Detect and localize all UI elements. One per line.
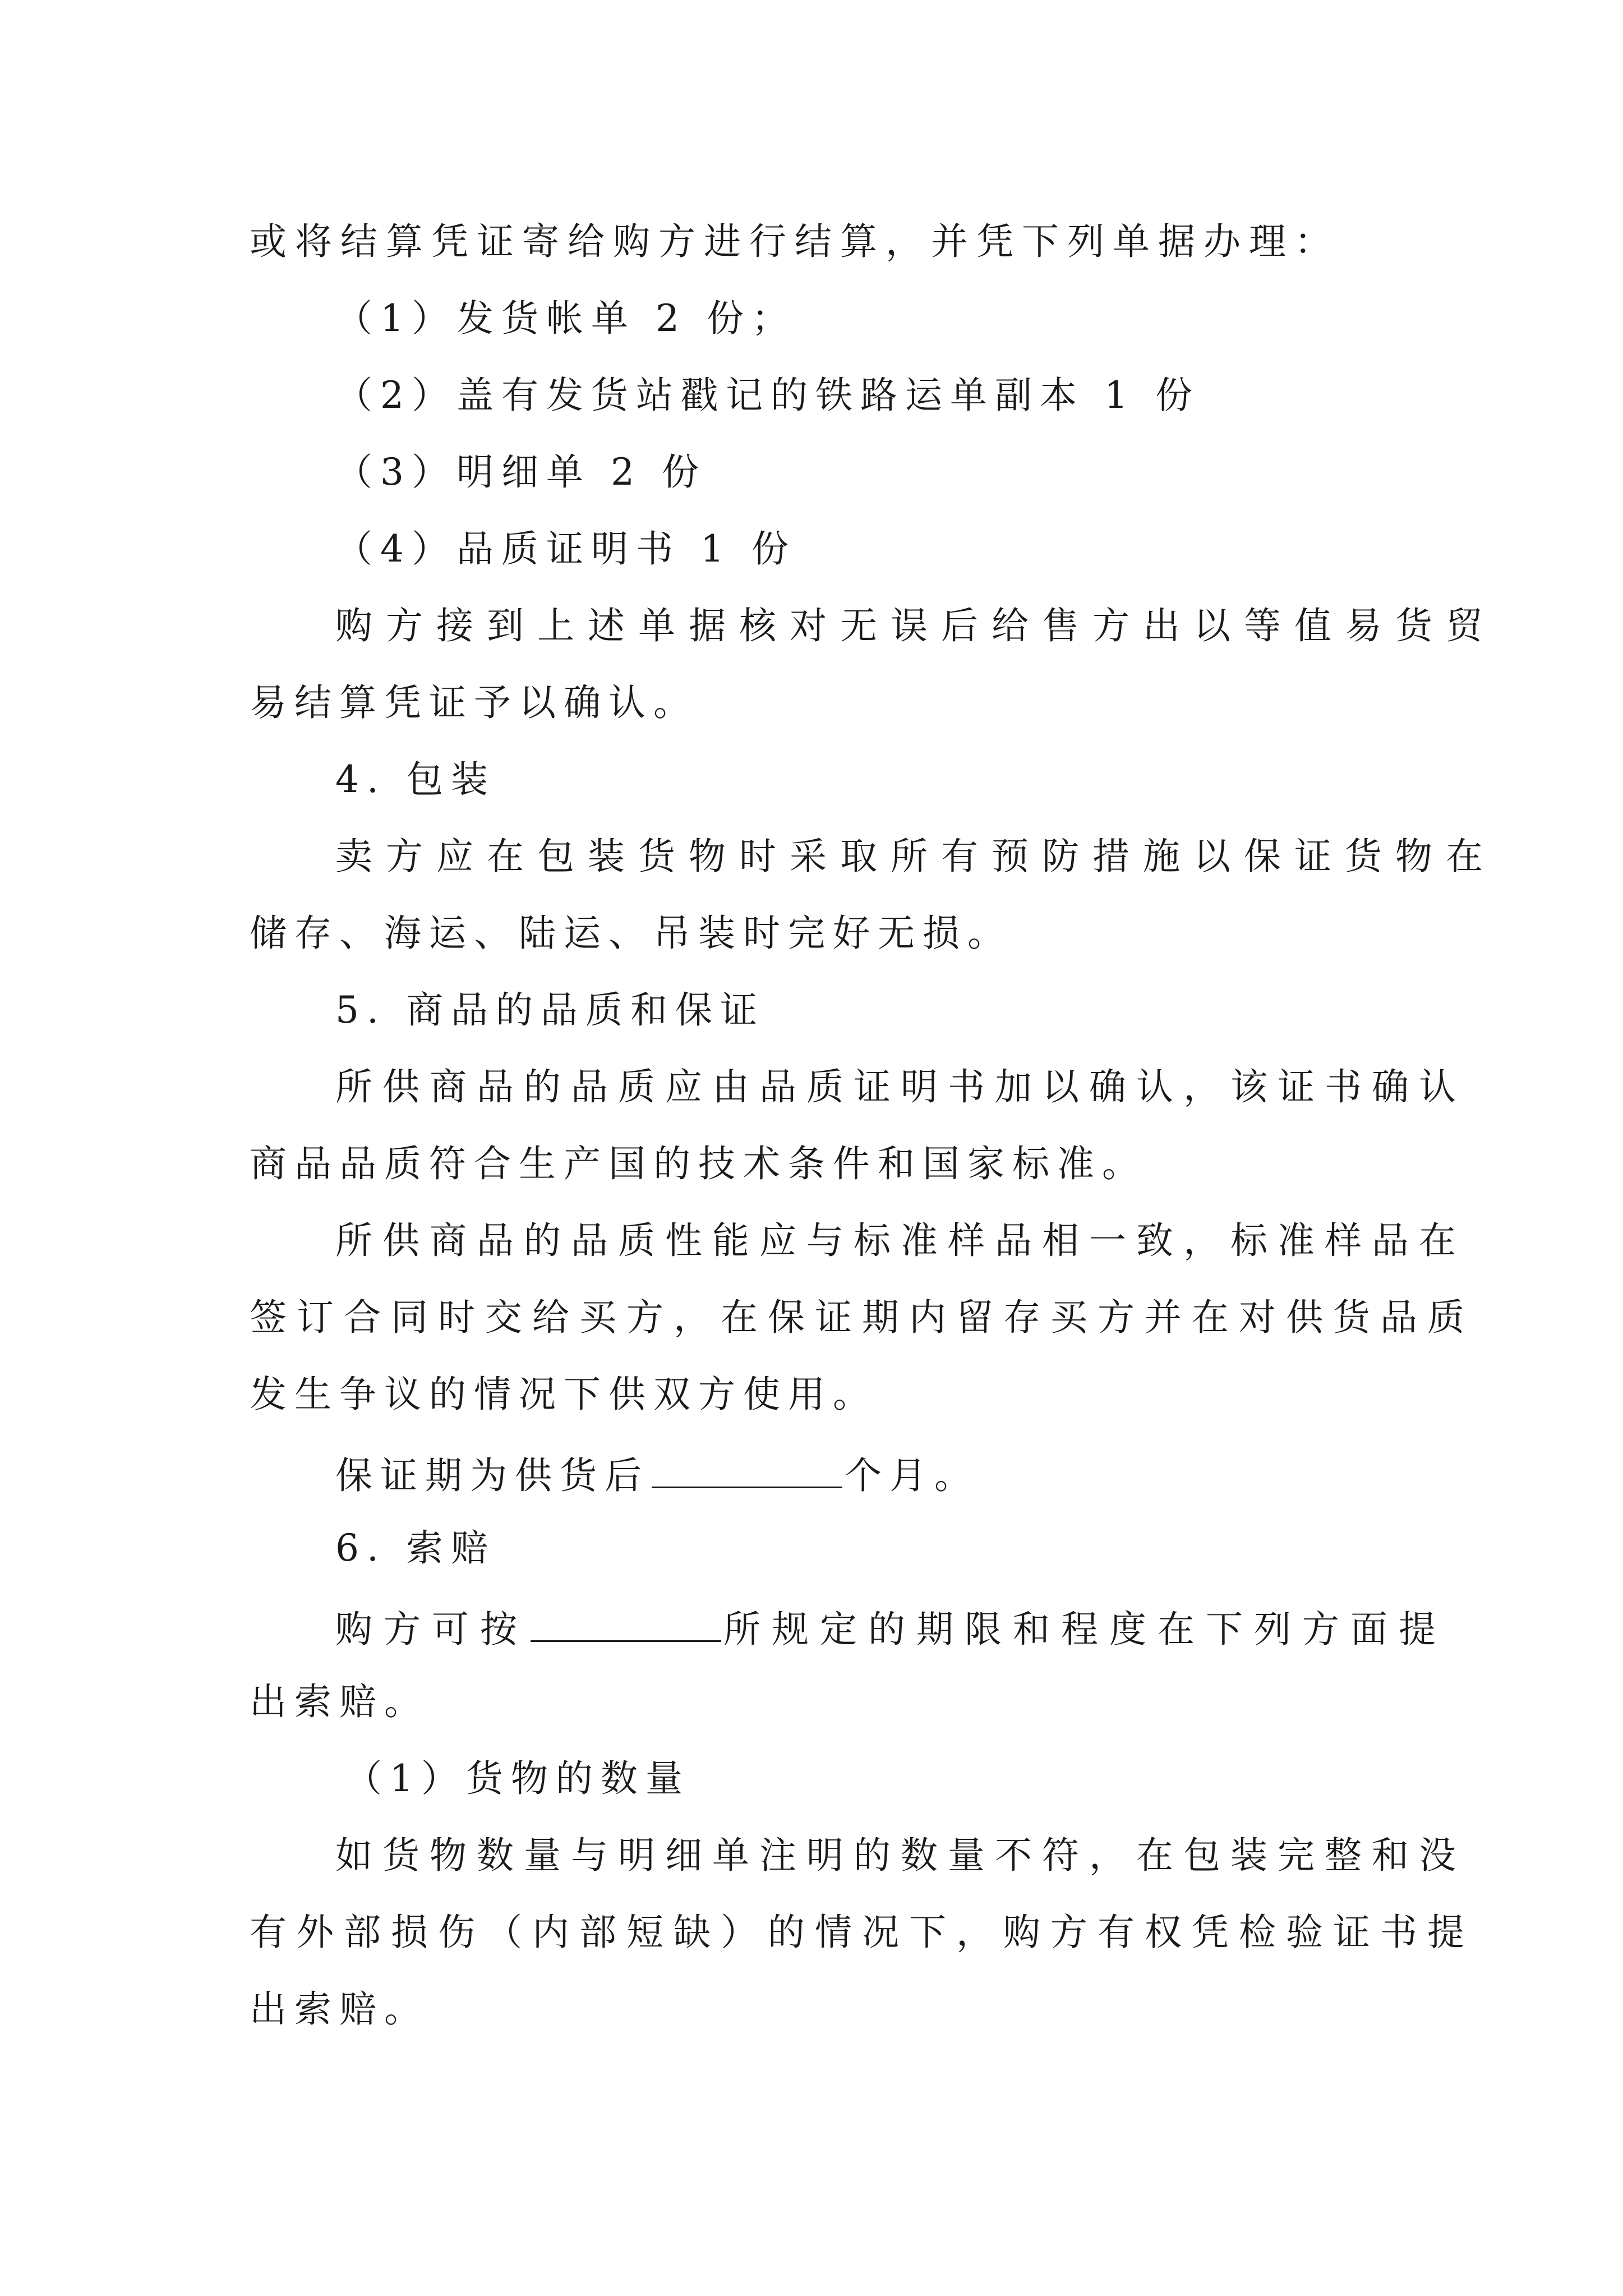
paragraph-line <box>335 1607 1447 1651</box>
list-item: （4）品质证明书 1 份 <box>335 527 796 570</box>
paragraph-line: 商品品质符合生产国的技术条件和国家标准。 <box>250 1142 1147 1185</box>
list-item: （1）货物的数量 <box>345 1757 690 1800</box>
fill-in-blank <box>531 1607 721 1642</box>
section-heading: 6. 索赔 <box>335 1526 496 1570</box>
text-segment: 保证期为供货后 <box>335 1454 649 1497</box>
fill-in-blank <box>652 1453 842 1488</box>
paragraph-line: 储存、海运、陆运、吊装时完好无损。 <box>250 912 1012 955</box>
text-segment: 所规定的期限和程度在下列方面提 <box>723 1608 1447 1651</box>
section-heading: 4. 包装 <box>335 758 496 801</box>
paragraph-line <box>335 1453 979 1497</box>
text-line: 或将结算凭证寄给购方进行结算，并凭下列单据办理： <box>250 220 1340 263</box>
paragraph-line: 签订合同时交给买方，在保证期内留存买方并在对供货品质 <box>250 1296 1474 1339</box>
paragraph-line: 卖方应在包装货物时采取所有预防措施以保证货物在 <box>335 835 1496 878</box>
paragraph-line: 所供商品的品质性能应与标准样品相一致，标准样品在 <box>335 1219 1466 1262</box>
paragraph-line: 出索赔。 <box>250 1680 429 1723</box>
paragraph-line: 出索赔。 <box>250 1987 429 2031</box>
text-segment: 个月。 <box>845 1454 979 1497</box>
paragraph-line: 所供商品的品质应由品质证明书加以确认，该证书确认 <box>335 1065 1466 1108</box>
paragraph-line: 发生争议的情况下供双方使用。 <box>250 1373 878 1416</box>
paragraph-line: 有外部损伤（内部短缺）的情况下，购方有权凭检验证书提 <box>250 1911 1474 1954</box>
text-segment: 购方可按 <box>335 1608 528 1651</box>
paragraph-line: 购方接到上述单据核对无误后给售方出以等值易货贸 <box>335 604 1496 647</box>
list-item: （3）明细单 2 份 <box>335 450 707 494</box>
list-item: （2）盖有发货站戳记的铁路运单副本 1 份 <box>335 374 1200 417</box>
paragraph-line: 易结算凭证予以确认。 <box>250 681 698 724</box>
section-heading: 5. 商品的品质和保证 <box>335 988 765 1032</box>
paragraph-line: 如货物数量与明细单注明的数量不符，在包装完整和没 <box>335 1834 1466 1877</box>
list-item: （1）发货帐单 2 份； <box>335 297 796 340</box>
